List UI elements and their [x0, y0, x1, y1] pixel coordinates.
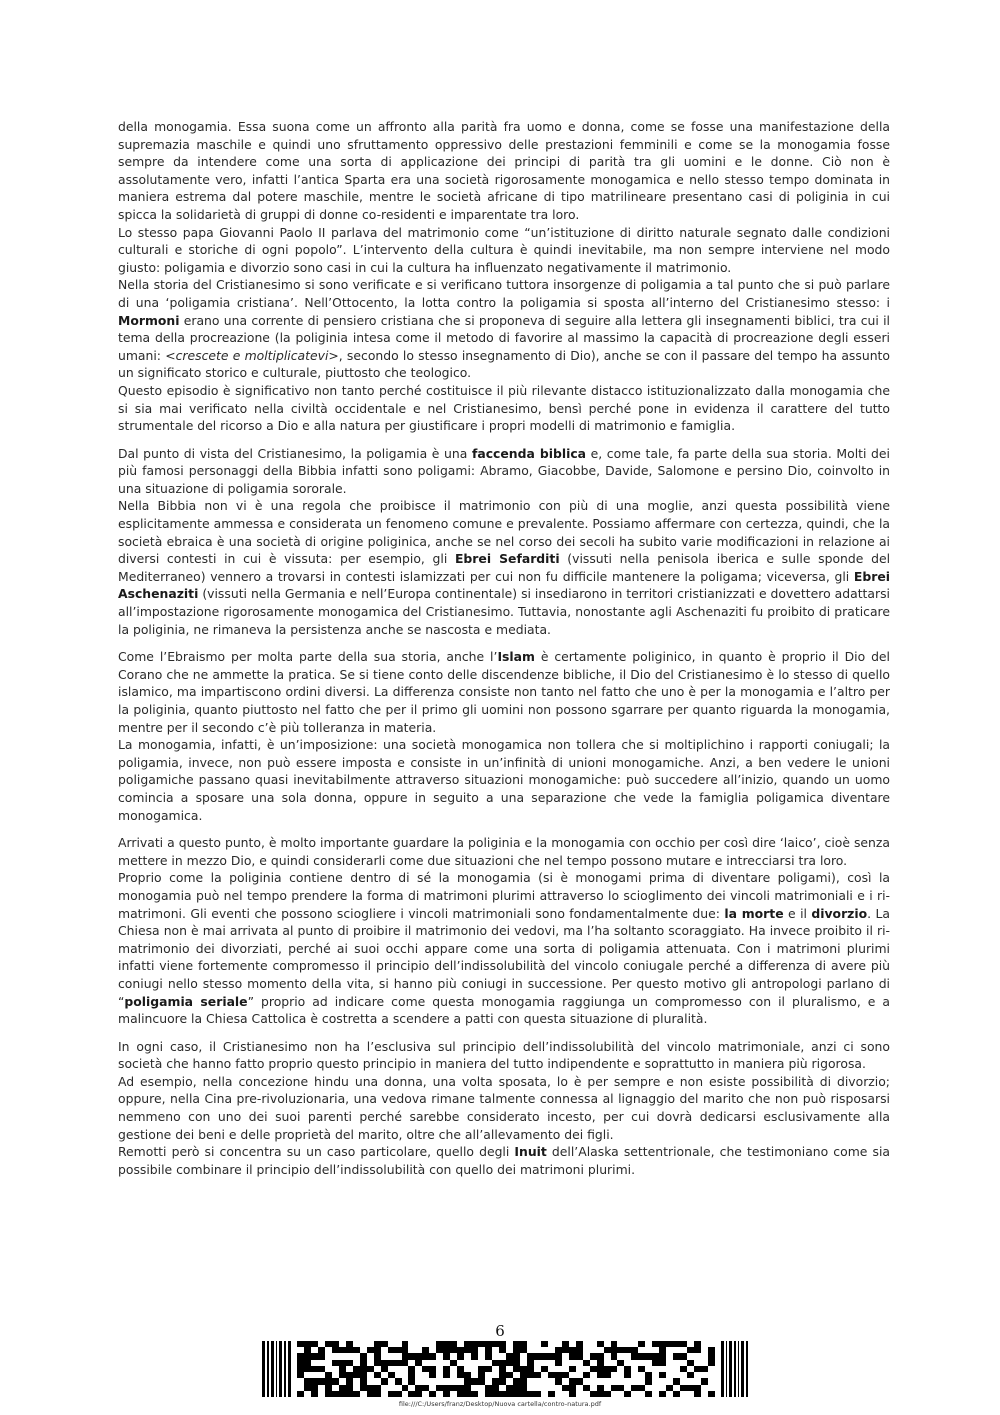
barcode-cell — [541, 1391, 548, 1397]
text-run: Dal punto di vista del Cristianesimo, la poligamia è una — [118, 445, 472, 461]
text-run: e, come tale, fa parte della sua storia. Molti dei più famosi personaggi della Bibbia infatti sono poligami: Abramo, Giacobbe, Davide, Salomone e persino Dio, coinvolto in una situazione di poligamia sororale. — [118, 445, 890, 496]
barcode-left-guard — [262, 1341, 291, 1397]
barcode-cell — [318, 1391, 325, 1397]
text-run: della monogamia. Essa suona come un affronto alla parità fra uomo e donna, come se fosse una manifestazione della supremazia maschile e quindi uno sfruttamento oppressivo delle prestazioni femminili e come se la monogamia fosse sempre da intendere come una sorta di applicazione dei principi di parità tra gli uomini e le donne. Ciò non è assolutamente vero, infatti l’antica Sparta era una società rigorosamente monogamica e nello stesso tempo dominata in maniera estrema dal potere maschile, mentre le società africane di tipo matrilineare presentano casi di poliginia in cui spicca la solidarietà di gruppi di donne co-residenti e imparentate tra loro. — [118, 119, 890, 222]
text-run: Proprio come la poliginia contiene dentro di sé la monogamia (si è monogami prima di diventare poligami), così la monogamia può nel tempo prendere la forma di matrimoni plurimi attraverso lo scioglimento dei vincoli matrimoniali e i ri-matrimoni. Gli eventi che possono sciogliere i vincoli matrimoniali sono fondamentalmente due: — [118, 870, 890, 921]
barcode-cell — [555, 1391, 562, 1397]
barcode-cell — [611, 1391, 618, 1397]
barcode-cell — [506, 1391, 513, 1397]
file-path: file:///C:/Users/franz/Desktop/Nuova cartella/contro-natura.pdf — [398, 1400, 602, 1408]
text-run: ” proprio ad indicare come questa monogamia raggiunga un compromesso con il pluralismo, e a malincuore la Chiesa Cattolica è costretta a scendere a patti con questa situazione di pluralità. — [118, 993, 890, 1027]
barcode-cell — [325, 1391, 332, 1397]
barcode-cell — [381, 1391, 388, 1397]
barcode-cell — [513, 1391, 520, 1397]
document-body — [118, 118, 890, 1178]
paragraph — [118, 1038, 890, 1073]
barcode-matrix — [297, 1341, 715, 1397]
text-run: (vissuti nella Germania e nell’Europa continentale) si insediarono in territori cristianizzati e dovettero adattarsi all’impostazione rigorosamente monogamica del Cristianesimo. Tuttavia, nonostante agli Aschenaziti fu proibito di praticare la poliginia, ne rimaneva la persistenza anche se nascosta e mediata. — [118, 586, 890, 637]
page-number: 6 — [495, 1322, 505, 1340]
barcode-cell — [590, 1391, 597, 1397]
barcode-cell — [408, 1391, 415, 1397]
barcode-cell — [311, 1391, 318, 1397]
text-run: Nella Bibbia non vi è una regola che proibisce il matrimonio con più di una moglie, anzi questa possibilità viene esplicitamente ammessa e considerata un fenomeno comune e prevalente. Possiamo affermare con certezza, quindi, che la società ebraica è una società di origine poliginica, anche se nel corso dei secoli ha subito varie modificazioni in relazione ai diversi contesti in cui è vissuta: per esempio, gli — [118, 498, 890, 567]
text-run: Come l’Ebraismo per molta parte della sua storia, anche l’ — [118, 649, 498, 665]
text-run: Ad esempio, nella concezione hindu una donna, una volta sposata, lo è per sempre e non esiste possibilità di divorzio; oppure, nella Cina pre-rivoluzionaria, una vedova rimane talmente connessa al lignaggio del marito che non può risposarsi nemmeno con uno dei suoi parenti perché sarebbe considerato incesto, per cui dovrà dedicarsi esclusivamente alla gestione dei beni e delle proprietà del marito, oltre che all’allevamento dei figli. — [118, 1073, 890, 1142]
barcode-cell — [436, 1391, 443, 1397]
paragraph — [118, 1143, 890, 1178]
bold-term: Mormoni — [118, 312, 180, 328]
text-run: Remotti però si concentra su un caso particolare, quello degli — [118, 1144, 515, 1160]
barcode-cell — [527, 1391, 534, 1397]
barcode-cell — [673, 1391, 680, 1397]
barcode-cell — [520, 1391, 527, 1397]
paragraph — [118, 834, 890, 869]
bold-term: Ebrei Sefarditi — [454, 551, 560, 567]
paragraph — [118, 445, 890, 498]
barcode-cell — [638, 1391, 645, 1397]
text-run: erano una corrente di pensiero cristiana che si proponeva di seguire alla lettera gli insegnamenti biblici, tra cui il tema della procreazione (la poliginia intesa come il metodo di favorire al massimo la capacità di procreazione degli esseri umani: — [118, 312, 890, 363]
barcode-cell — [694, 1391, 701, 1397]
barcode-cell — [422, 1391, 429, 1397]
barcode-cell — [562, 1391, 569, 1397]
barcode-cell — [597, 1391, 604, 1397]
barcode-cell — [701, 1391, 708, 1397]
text-run: dell’Alaska settentrionale, che testimoniano come sia possibile combinare il principio dell’indissolubilità con quello dei matrimoni plurimi. — [118, 1144, 890, 1177]
text-run: , secondo lo stesso insegnamento di Dio), anche se con il passare del tempo ha assunto un significato storico e culturale, piuttosto che teologico. — [118, 347, 890, 381]
barcode-cell — [485, 1391, 492, 1397]
barcode-cell — [687, 1391, 694, 1397]
paragraph — [118, 224, 890, 277]
paragraph — [118, 497, 890, 638]
barcode-cell — [415, 1391, 422, 1397]
barcode-cell — [339, 1391, 346, 1397]
barcode-cell — [569, 1391, 576, 1397]
barcode-cell — [471, 1391, 478, 1397]
bold-term: Ebrei Aschenaziti — [118, 568, 890, 602]
barcode-cell — [624, 1391, 631, 1397]
paragraph-spacer — [118, 638, 890, 648]
barcode-cell — [450, 1391, 457, 1397]
barcode-cell — [631, 1391, 638, 1397]
bold-term: divorzio — [811, 905, 868, 921]
barcode-cell — [645, 1391, 652, 1397]
barcode-cell — [388, 1391, 395, 1397]
paragraph — [118, 648, 890, 736]
paragraph — [118, 382, 890, 435]
barcode-cell — [583, 1391, 590, 1397]
paragraph — [118, 118, 890, 224]
paragraph-spacer — [118, 435, 890, 445]
barcode-cell — [604, 1391, 611, 1397]
paragraph — [118, 1073, 890, 1143]
bold-term: la morte — [724, 905, 784, 921]
barcode-cell — [708, 1391, 715, 1397]
barcode-right-guard — [721, 1341, 748, 1397]
barcode-cell — [402, 1391, 409, 1397]
barcode-cell — [464, 1391, 471, 1397]
barcode-cell — [304, 1391, 311, 1397]
barcode-cell — [353, 1391, 360, 1397]
barcode-cell — [374, 1391, 381, 1397]
paragraph — [118, 869, 890, 1027]
barcode-cell — [360, 1391, 367, 1397]
paragraph — [118, 736, 890, 824]
bold-term: Inuit — [514, 1144, 547, 1160]
barcode-cell — [297, 1391, 304, 1397]
text-run: . La Chiesa non è mai arrivata al punto di proibire il matrimonio dei vedovi, ma l’ha soltanto scoraggiato. Ha invece proibito il ri-matrimonio dei divorziati, perché ai suoi occhi appare come una sorta di poligamia attenuata. Con i matrimoni plurimi infatti viene fortemente compromesso il principio dell’indissolubilità del vincolo coniugale perché a differenza di avere più coniugi nello stesso momento della vita, si hanno più coniugi in successione. Per questo motivo gli antropologi parlano di “ — [118, 905, 890, 1009]
barcode-cell — [499, 1391, 506, 1397]
paragraph-spacer — [118, 824, 890, 834]
text-run: è certamente poliginico, in quanto è proprio il Dio del Corano che ne ammette la pratica. Se si tiene conto delle discendenze bibliche, il Dio del Cristianesimo è lo stesso di quello islamico, ma impartiscono ordini diversi. La differenza consiste non tanto nel fatto che uno è per la monogamia e l’altro per la poliginia, quanto piuttosto nel fatto che per il primo gli uomini non possono sgarrare per quanto riguarda la monogamia, mentre per il secondo c’è più tolleranza in materia. — [118, 649, 890, 735]
paragraph — [118, 276, 890, 382]
barcode-cell — [576, 1391, 583, 1397]
barcode-cell — [346, 1391, 353, 1397]
text-run: In ogni caso, il Cristianesimo non ha l’esclusiva sul principio dell’indissolubilità del vincolo matrimoniale, anzi ci sono società che hanno fatto proprio questo principio in maniera del tutto indipendente e soprattutto in maniera più rigorosa. — [118, 1038, 890, 1072]
barcode-cell — [443, 1391, 450, 1397]
barcode-cell — [429, 1391, 436, 1397]
barcode-image — [262, 1341, 748, 1397]
barcode-cell — [548, 1391, 555, 1397]
text-run: e il — [783, 905, 812, 921]
barcode-cell — [652, 1391, 659, 1397]
barcode-cell — [666, 1391, 673, 1397]
barcode-cell — [478, 1391, 485, 1397]
bold-term: poligamia seriale — [124, 993, 248, 1009]
text-run: Questo episodio è significativo non tanto perché costituisce il più rilevante distacco istituzionalizzato dalla monogamia che si sia mai verificato nella civiltà occidentale e nel Cristianesimo, bensì perché pone in evidenza il carattere del tutto strumentale del ricorso a Dio e alla natura per giustificare i propri modelli di matrimonio e famiglia. — [118, 382, 890, 434]
barcode-cell — [659, 1391, 666, 1397]
text-run: Arrivati a questo punto, è molto importante guardare la poliginia e la monogamia con occhio per così dire ‘laico’, cioè senza mettere in mezzo Dio, e quindi considerarli come due situazioni che nel tempo possono mutare e intrecciarsi tra loro. — [118, 835, 890, 868]
bold-term: faccenda biblica — [471, 445, 587, 461]
barcode-cell — [332, 1391, 339, 1397]
text-run: La monogamia, infatti, è un’imposizione: una società monogamica non tollera che si moltiplichino i rapporti coniugali; la poligamia, invece, non può essere imposta e consiste in un’infinità di unioni monogamiche. Anzi, a ben vedere le unioni poligamiche passano quasi inevitabilmente attraverso situazioni monogamiche: può succedere all’inizio, quando un uomo comincia a sposare una sola donna, oppure in seguito a una separazione che vede la famiglia poligamica diventare monogamica. — [118, 737, 890, 823]
text-run: (vissuti nella penisola iberica e sulle sponde del Mediterraneo) vennero a trovarsi in contesti islamizzati per cui non fu difficile mantenere la poligama; viceversa, gli — [118, 551, 891, 584]
bold-term: Islam — [497, 649, 535, 665]
barcode-cell — [457, 1391, 464, 1397]
text-run: Lo stesso papa Giovanni Paolo II parlava del matrimonio come “un’istituzione di diritto naturale segnato dalle condizioni culturali e storiche di ogni popolo”. L’intervento della cultura è quindi inevitabile, ma non sempre interviene nel modo giusto: poligamia e divorzio sono casi in cui la cultura ha influenzato negativamente il matrimonio. — [118, 224, 890, 275]
barcode-cell — [367, 1391, 374, 1397]
italic-quote: <crescete e moltiplicatevi> — [165, 347, 339, 363]
text-run: Nella storia del Cristianesimo si sono verificate e si verificano tuttora insorgenze di poligamia a tal punto che si può parlare di una ‘poligamia cristiana’. Nell’Ottocento, la lotta contro la poligamia si sposta all’interno del Cristianesimo stesso: i — [118, 277, 890, 310]
barcode-cell — [492, 1391, 499, 1397]
barcode-cell — [534, 1391, 541, 1397]
barcode-cell — [617, 1391, 624, 1397]
barcode-cell — [680, 1391, 687, 1397]
paragraph-spacer — [118, 1028, 890, 1038]
barcode-cell — [395, 1391, 402, 1397]
